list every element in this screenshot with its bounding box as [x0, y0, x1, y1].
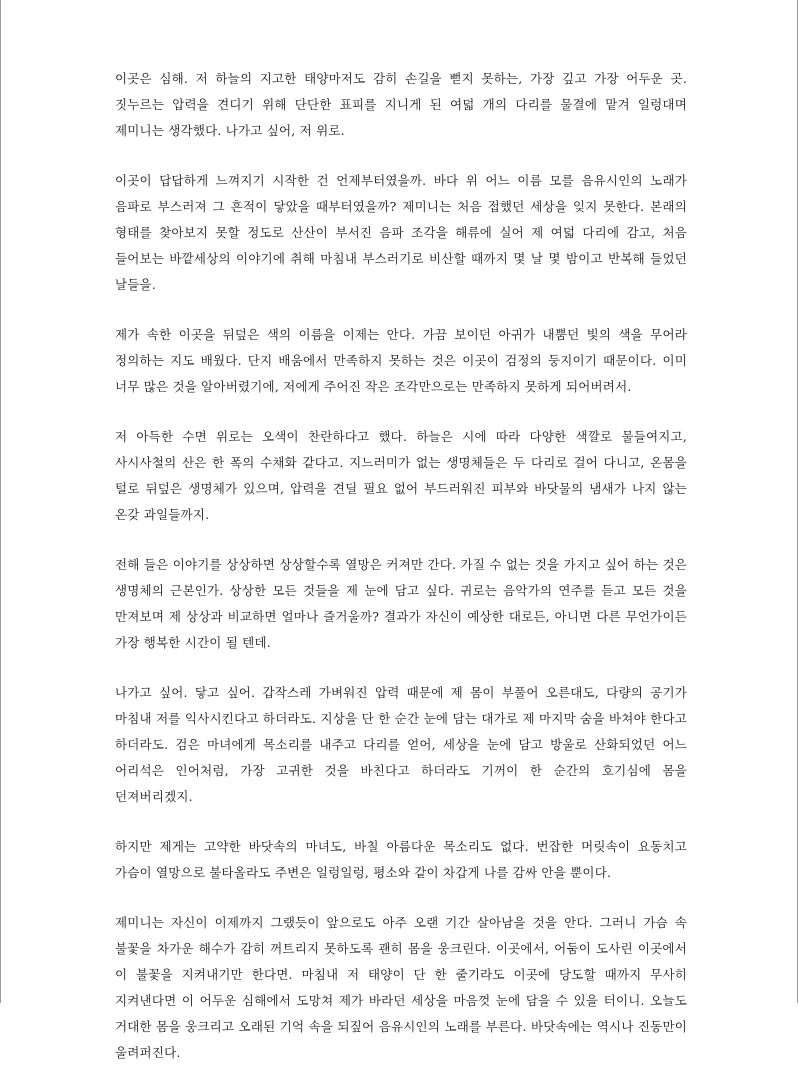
paragraph-5: 전해 들은 이야기를 상상하면 상상할수록 열망은 커져만 간다. 가질 수 없는 것을 가지고 싶어 하는 것은 생명체의 근본인가. 상상한 모든 것들을 제 눈에 담고 싶다. 귀로는 음악가의 연주를 듣고 모든 것을 만져보며 제 상상과 비교하면 얼마나 즐거울까? 결과가 자신이 예상한 대로든, 아니면 다른 무언가이든 가장 행복한 시간이 될 텐데. [115, 557, 687, 650]
paragraph-3: 제가 속한 이곳을 뒤덮은 색의 이름을 이제는 안다. 가끔 보이던 아귀가 내뿜던 빛의 색을 무어라 정의하는 지도 배웠다. 단지 배움에서 만족하지 못하는 것은 이곳이 검정의 둥지이기 때문이다. 이미 너무 많은 것을 알아버렸기에, 저에게 주어진 작은 조각만으로는 만족하지 못하게 되어버려서. [115, 327, 687, 394]
paragraph-2: 이곳이 답답하게 느껴지기 시작한 건 언제부터였을까. 바다 위 어느 이름 모를 음유시인의 노래가 음파로 부스러져 그 흔적이 닿았을 때부터였을까? 제미니는 처음 접했던 세상을 잊지 못한다. 본래의 형태를 찾아보지 못할 정도로 산산이 부서진 음파 조각을 해류에 실어 제 여덟 다리에 감고, 처음 들어보는 바깥세상의 이야기에 취해 마침내 부스러기로 비산할 때까지 몇 날 몇 밤이고 반복해 들었던 날들을. [115, 173, 687, 292]
paragraph-6: 나가고 싶어. 닿고 싶어. 갑작스레 가벼워진 압력 때문에 제 몸이 부풀어 오른대도, 다량의 공기가 마침내 저를 익사시킨다고 하더라도. 지상을 단 한 순간 눈에 담는 대가로 제 마지막 숨을 바쳐야 한다고 하더라도. 검은 마녀에게 목소리를 내주고 다리를 얻어, 세상을 눈에 담고 방울로 산화되었던 어느 어리석은 인어처럼, 가장 고귀한 것을 바친다고 하더라도 기꺼이 한 순간의 호기심에 몸을 던져버리겠지. [115, 685, 687, 804]
paragraph-4: 저 아득한 수면 위로는 오색이 찬란하다고 했다. 하늘은 시에 따라 다양한 색깔로 물들여지고, 사시사철의 산은 한 폭의 수채화 같다고. 지느러미가 없는 생명체들은 두 다리로 걸어 다니고, 온몸을 털로 뒤덮은 생명체가 있으며, 압력을 견딜 필요 없어 부드러워진 피부와 바닷물의 냄새가 나지 않는 온갖 과일들까지. [115, 429, 687, 522]
paragraph-8: 제미니는 자신이 이제까지 그랬듯이 앞으로도 아주 오랜 기간 살아남을 것을 안다. 그러니 가슴 속 불꽃을 차가운 해수가 감히 꺼트리지 못하도록 괜히 몸을 웅크린다. 이곳에서, 어둠이 도사린 이곳에서 이 불꽃을 지켜내기만 한다면. 마침내 저 태양이 단 한 줄기라도 이곳에 당도할 때까지 무사히 지켜낸다면 이 어두운 심해에서 도망쳐 제가 바라던 세상을 마음껏 눈에 담을 수 있을 터이니. 오늘도 거대한 몸을 웅크리고 오래된 기억 속을 되짚어 음유시인의 노래를 부른다. 바닷속에는 역시나 진동만이 울려퍼진다. [115, 915, 687, 1060]
paragraph-7: 하지만 제게는 고약한 바닷속의 마녀도, 바칠 아름다운 목소리도 없다. 번잡한 머릿속이 요동치고 가슴이 열망으로 불타올라도 주변은 일렁일렁, 평소와 같이 차갑게 나를 감싸 안을 뿐이다. [115, 839, 687, 880]
document-body [115, 66, 687, 1090]
paragraph-1: 이곳은 심해. 저 하늘의 지고한 태양마저도 감히 손길을 뻗지 못하는, 가장 깊고 가장 어두운 곳. 짓누르는 압력을 견디기 위해 단단한 표피를 지니게 된 여덟 개의 다리를 물결에 맡겨 일렁대며 제미니는 생각했다. 나가고 싶어, 저 위로. [115, 71, 687, 138]
